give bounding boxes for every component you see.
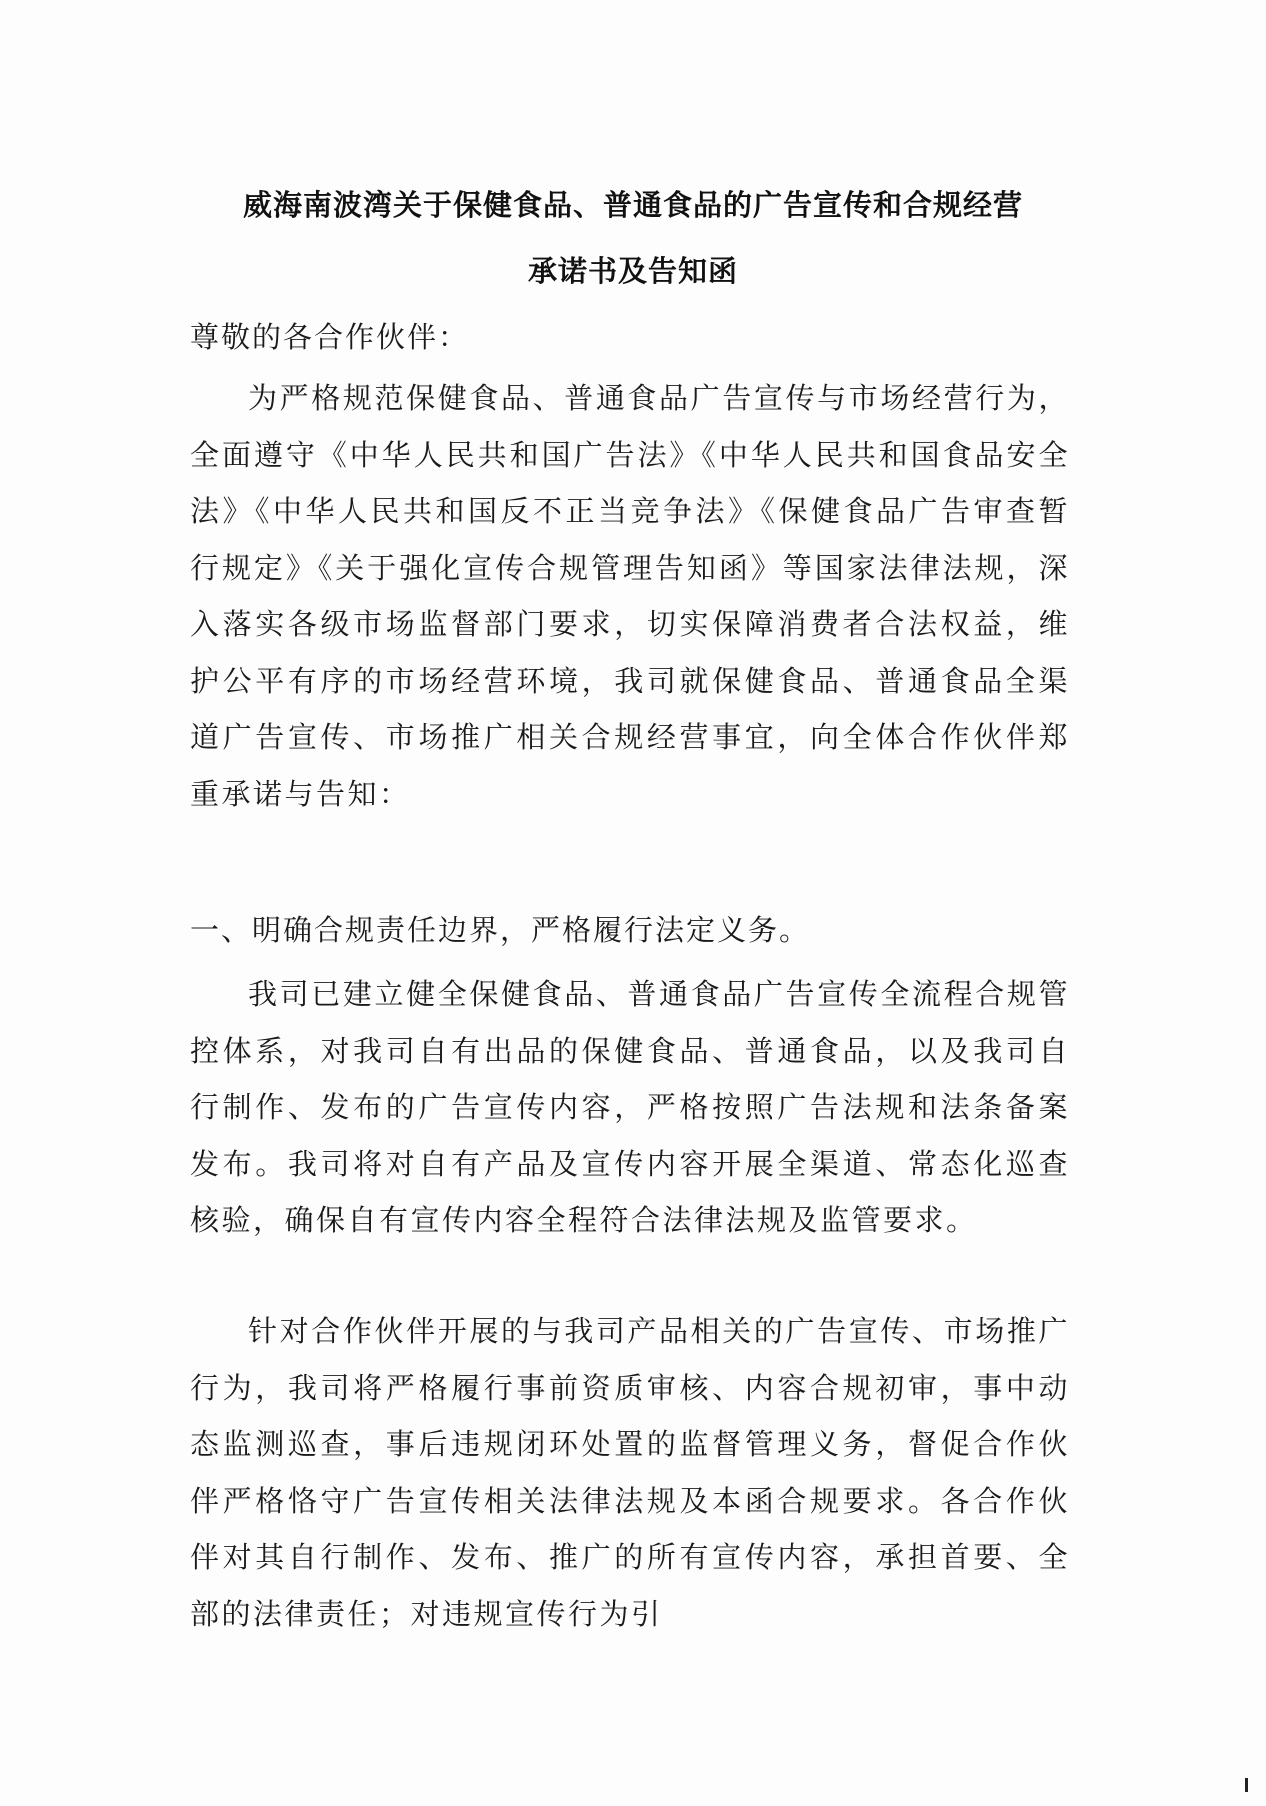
page-edge-mark (1245, 1778, 1248, 1792)
document-title-line-1: 威海南波湾关于保健食品、普通食品的广告宣传和合规经营 (242, 188, 1023, 222)
paragraph-partner-obligations: 针对合作伙伴开展的与我司产品相关的广告宣传、市场推广行为，我司将严格履行事前资质审核、内容合规初审，事中动态监测巡查，事后违规闭环处置的监督管理义务，督促合作伙伴严格恪守广告宣传相关法律法规及本函合规要求。各合作伙伴对其自行制作、发布、推广的所有宣传内容，承担首要、全部的法律责任；对违规宣传行为引 (190, 1314, 1070, 1631)
section-heading-1: 一、明确合规责任边界，严格履行法定义务。 (190, 913, 811, 947)
salutation: 尊敬的各合作伙伴： (190, 320, 470, 354)
paragraph-intro: 为严格规范保健食品、普通食品广告宣传与市场经营行为，全面遵守《中华人民共和国广告法》《中华人民共和国食品安全法》《中华人民共和国反不正当竞争法》《保健食品广告审查暂行规定》《关于强化宣传合规管理告知函》等国家法律法规，深入落实各级市场监督部门要求，切实保障消费者合法权益，维护公平有序的市场经营环境，我司就保健食品、普通食品全渠道广告宣传、市场推广相关合规经营事宜，向全体合作伙伴郑重承诺与告知： (190, 381, 1070, 811)
document-title-line-2: 承诺书及告知函 (527, 254, 738, 288)
paragraph-compliance-system: 我司已建立健全保健食品、普通食品广告宣传全流程合规管控体系，对我司自有出品的保健食品、普通食品，以及我司自行制作、发布的广告宣传内容，严格按照广告法规和法条备案发布。我司将对自有产品及宣传内容开展全渠道、常态化巡查核验，确保自有宣传内容全程符合法律法规及监管要求。 (190, 977, 1070, 1237)
